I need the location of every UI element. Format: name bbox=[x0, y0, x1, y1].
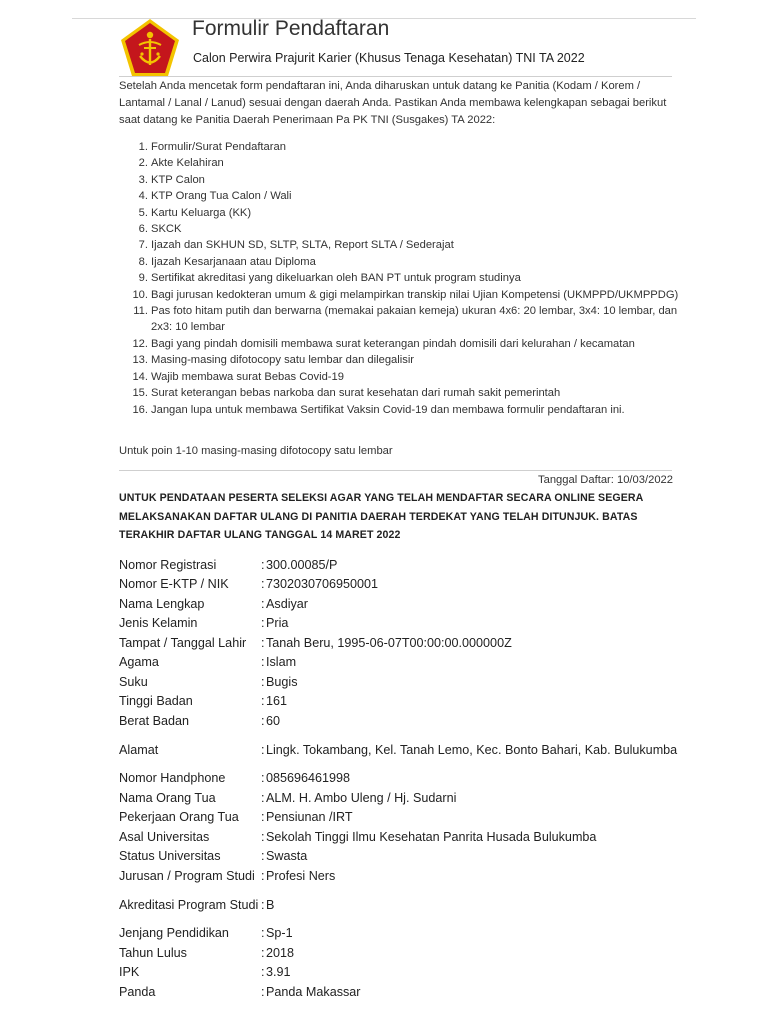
field-label: Agama bbox=[119, 655, 159, 670]
list-item-number: 11. bbox=[133, 305, 148, 318]
field-separator: : bbox=[261, 829, 265, 844]
intro-paragraph: Setelah Anda mencetak form pendaftaran ini, Anda diharuskan untuk datang ke Panitia (Kodam / Korem / Lantamal / Lanal / Lanud) sesuai dengan daerah Anda. Pastikan Anda membawa kelengkapan sebagai berikut saat datang ke Panitia Daerah Penerimaan Pa PK TNI (Susgakes) TA 2022: bbox=[119, 80, 667, 126]
field-label: Status Universitas bbox=[119, 849, 221, 864]
list-item-text: Bagi jurusan kedokteran umum & gigi melampirkan transkip nilai Ujian Kompetensi (UKMPPD/UKMPPDG) bbox=[151, 288, 679, 301]
table-row bbox=[119, 866, 679, 886]
field-separator: : bbox=[261, 926, 265, 941]
field-label: Alamat bbox=[119, 742, 159, 757]
field-label: Tinggi Badan bbox=[119, 694, 193, 709]
list-item-text: Bagi yang pindah domisili membawa surat keterangan pindah domisili dari kelurahan / kecamatan bbox=[151, 337, 635, 350]
list-item bbox=[132, 287, 680, 303]
field-separator: : bbox=[261, 965, 265, 980]
field-value: ALM. H. Ambo Uleng / Hj. Sudarni bbox=[266, 790, 457, 805]
table-row bbox=[119, 653, 679, 673]
list-item-text: Surat keterangan bebas narkoba dan surat kesehatan dari rumah sakit pemerintah bbox=[151, 387, 561, 400]
list-item-text: SKCK bbox=[151, 223, 182, 236]
field-label: Jurusan / Program Studi bbox=[119, 868, 255, 883]
list-item-text: Wajib membawa surat Bebas Covid-19 bbox=[151, 370, 344, 383]
table-row bbox=[119, 555, 679, 575]
field-value: Lingk. Tokambang, Kel. Tanah Lemo, Kec. Bonto Bahari, Kab. Bulukumba bbox=[266, 742, 678, 757]
table-row bbox=[119, 672, 679, 692]
form-title: Formulir Pendaftaran bbox=[192, 17, 390, 40]
list-item-number: 3. bbox=[138, 173, 148, 186]
field-separator: : bbox=[261, 897, 265, 912]
list-item-number: 14. bbox=[132, 370, 148, 383]
field-separator: : bbox=[261, 790, 265, 805]
field-value: Islam bbox=[266, 655, 297, 670]
list-item-number: 6. bbox=[138, 223, 148, 236]
field-value: Asdiyar bbox=[266, 596, 308, 611]
list-item bbox=[132, 369, 680, 385]
field-value: Pria bbox=[266, 616, 289, 631]
list-item bbox=[132, 221, 680, 237]
field-separator: : bbox=[261, 577, 265, 592]
list-item bbox=[132, 205, 680, 221]
list-item-text: Pas foto hitam putih dan berwarna (memakai pakaian kemeja) ukuran 4x6: 20 lembar, 3x4: 10 lembar, dan 2x3: 10 lembar bbox=[151, 305, 678, 334]
table-row bbox=[119, 943, 679, 963]
table-row bbox=[119, 711, 679, 731]
list-item-text: Masing-masing difotocopy satu lembar dan dilegalisir bbox=[151, 354, 415, 367]
list-item bbox=[132, 402, 680, 418]
header-divider bbox=[119, 76, 672, 77]
list-item-number: 12. bbox=[132, 337, 148, 350]
field-label: Panda bbox=[119, 984, 156, 999]
table-row bbox=[119, 963, 679, 983]
field-value: Tanah Beru, 1995-06-07T00:00:00.000000Z bbox=[266, 635, 512, 650]
field-value: 3.91 bbox=[266, 965, 291, 980]
table-row bbox=[119, 827, 679, 847]
table-row bbox=[119, 847, 679, 867]
field-label: Nomor Registrasi bbox=[119, 557, 217, 572]
list-item-text: Ijazah Kesarjanaan atau Diploma bbox=[151, 255, 316, 268]
field-separator: : bbox=[261, 771, 265, 786]
field-value: Panda Makassar bbox=[266, 984, 361, 999]
field-separator: : bbox=[261, 557, 265, 572]
field-value: 7302030706950001 bbox=[266, 577, 379, 592]
tni-emblem-icon bbox=[120, 18, 180, 78]
field-label: Akreditasi Program Studi bbox=[119, 897, 259, 912]
field-separator: : bbox=[261, 984, 265, 999]
list-item bbox=[132, 155, 680, 171]
field-label: Nama Lengkap bbox=[119, 596, 205, 611]
field-value: 2018 bbox=[266, 945, 295, 960]
list-item-text: Formulir/Surat Pendaftaran bbox=[151, 141, 286, 153]
list-item-number: 13. bbox=[132, 354, 148, 367]
list-item bbox=[132, 352, 680, 368]
field-value: B bbox=[266, 897, 275, 912]
field-label: Nomor Handphone bbox=[119, 771, 226, 786]
requirements-list bbox=[132, 139, 680, 418]
list-item bbox=[132, 188, 680, 204]
photocopy-note: Untuk poin 1-10 masing-masing difotocopy satu lembar bbox=[119, 445, 393, 457]
form-subtitle: Calon Perwira Prajurit Karier (Khusus Tenaga Kesehatan) TNI TA 2022 bbox=[193, 51, 585, 65]
field-value: 085696461998 bbox=[266, 771, 351, 786]
field-value: 60 bbox=[266, 713, 281, 728]
field-separator: : bbox=[261, 742, 265, 757]
list-item bbox=[132, 139, 680, 155]
field-separator: : bbox=[261, 635, 265, 650]
list-item bbox=[132, 172, 680, 188]
list-item-number: 8. bbox=[138, 255, 148, 268]
list-item-text: Kartu Keluarga (KK) bbox=[151, 206, 252, 219]
list-item-text: Jangan lupa untuk membawa Sertifikat Vaksin Covid-19 dan membawa formulir pendaftaran ini. bbox=[151, 403, 625, 416]
field-label: Nomor E-KTP / NIK bbox=[119, 577, 229, 592]
table-row bbox=[119, 769, 679, 789]
field-separator: : bbox=[261, 655, 265, 670]
list-item-number: 7. bbox=[138, 239, 148, 252]
list-item-number: 10. bbox=[132, 288, 148, 301]
list-item-text: Sertifikat akreditasi yang dikeluarkan oleh BAN PT untuk program studinya bbox=[151, 272, 521, 285]
table-row bbox=[119, 692, 679, 712]
list-item-text: KTP Calon bbox=[151, 173, 205, 186]
field-value: Sp-1 bbox=[266, 926, 293, 941]
field-value: Pensiunan /IRT bbox=[266, 810, 353, 825]
list-item-number: 16. bbox=[132, 403, 148, 416]
field-value: 161 bbox=[266, 694, 288, 709]
re-registration-warning: UNTUK PENDATAAN PESERTA SELEKSI AGAR YANG TELAH MENDAFTAR SECARA ONLINE SEGERA MELAKSANAKAN DAFTAR ULANG DI PANITIA DAERAH TERDEKAT YANG TELAH DITUNJUK. BATAS TERAKHIR DAFTAR ULANG TANGGAL 14 MARET 2022 bbox=[119, 492, 643, 541]
field-label: Tampat / Tanggal Lahir bbox=[119, 635, 247, 650]
list-item-number: 5. bbox=[138, 206, 148, 219]
field-separator: : bbox=[261, 868, 265, 883]
registration-date: Tanggal Daftar: 10/03/2022 bbox=[538, 474, 673, 486]
table-row bbox=[119, 594, 679, 614]
field-value: Sekolah Tinggi Ilmu Kesehatan Panrita Husada Bulukumba bbox=[266, 829, 597, 844]
section-divider bbox=[119, 470, 672, 471]
list-item bbox=[132, 385, 680, 401]
field-label: IPK bbox=[119, 965, 140, 980]
field-separator: : bbox=[261, 849, 265, 864]
table-row bbox=[119, 614, 679, 634]
table-row bbox=[119, 886, 679, 924]
list-item-text: KTP Orang Tua Calon / Wali bbox=[151, 190, 292, 203]
field-separator: : bbox=[261, 694, 265, 709]
field-separator: : bbox=[261, 596, 265, 611]
list-item bbox=[132, 336, 680, 352]
field-label: Asal Universitas bbox=[119, 829, 210, 844]
list-item bbox=[132, 270, 680, 286]
field-value: 300.00085/P bbox=[266, 557, 338, 572]
table-row bbox=[119, 731, 679, 769]
table-row bbox=[119, 575, 679, 595]
list-item-text: Ijazah dan SKHUN SD, SLTP, SLTA, Report SLTA / Sederajat bbox=[151, 239, 454, 252]
list-item-number: 9. bbox=[138, 272, 148, 285]
field-label: Pekerjaan Orang Tua bbox=[119, 810, 239, 825]
field-label: Tahun Lulus bbox=[119, 945, 187, 960]
list-item-number: 4. bbox=[138, 190, 148, 203]
list-item-text: Akte Kelahiran bbox=[151, 157, 224, 170]
field-value: Bugis bbox=[266, 674, 298, 689]
table-row bbox=[119, 924, 679, 944]
field-separator: : bbox=[261, 616, 265, 631]
table-row bbox=[119, 982, 679, 1002]
field-label: Berat Badan bbox=[119, 713, 190, 728]
field-separator: : bbox=[261, 810, 265, 825]
table-row bbox=[119, 808, 679, 828]
list-item bbox=[132, 254, 680, 270]
list-item-number: 2. bbox=[138, 157, 148, 170]
list-item-number: 1. bbox=[138, 141, 148, 153]
field-label: Suku bbox=[119, 674, 148, 689]
field-value: Profesi Ners bbox=[266, 868, 336, 883]
list-item-number: 15. bbox=[132, 387, 148, 400]
list-item bbox=[132, 237, 680, 253]
field-label: Jenis Kelamin bbox=[119, 616, 198, 631]
field-value: Swasta bbox=[266, 849, 308, 864]
field-separator: : bbox=[261, 713, 265, 728]
table-row bbox=[119, 633, 679, 653]
table-row bbox=[119, 788, 679, 808]
field-label: Nama Orang Tua bbox=[119, 790, 216, 805]
field-separator: : bbox=[261, 674, 265, 689]
field-separator: : bbox=[261, 945, 265, 960]
applicant-data-table bbox=[119, 555, 679, 1002]
field-label: Jenjang Pendidikan bbox=[119, 926, 229, 941]
list-item bbox=[132, 303, 680, 336]
